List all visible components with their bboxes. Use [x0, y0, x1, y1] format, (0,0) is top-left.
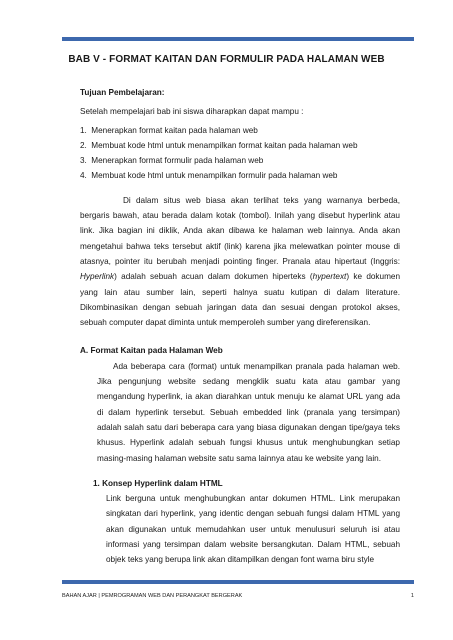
page-footer: [62, 593, 414, 599]
hyperlink-term: Hyperlink: [80, 272, 115, 282]
objective-item: 3. Menerapkan format formulir pada halaman web: [80, 156, 264, 166]
subsection-1-paragraph: Link berguna untuk menghubungkan antar dokumen HTML. Link merupakan singkatan dari hyperlink, yang identic dengan sebuah fungsi dalam HTML yang akan digunakan untuk memudahkan user untuk menulusuri seluruh isi atau informasi yang tersimpan dalam website bersangkutan. Dalam HTML, sebuah objek teks yang berupa link akan ditampilkan dengan font warna biru style: [106, 494, 400, 565]
subsection-1: [80, 476, 400, 568]
chapter-title: BAB V - FORMAT KAITAN DAN FORMULIR PADA HALAMAN WEB: [68, 54, 385, 65]
section-a-heading: A. Format Kaitan pada Halaman Web: [80, 346, 223, 356]
section-a: [80, 343, 400, 465]
objectives-heading: Tujuan Pembelajaran:: [80, 88, 165, 97]
subsection-1-heading: 1. Konsep Hyperlink dalam HTML: [93, 478, 223, 488]
section-a-paragraph: Ada beberapa cara (format) untuk menampilkan pranala pada halaman web. Jika pengunjung website sedang mengklik suatu kata atau gambar yang mengandung hyperlink, ia akan diarahkan untuk menuju ke alamat URL yang ada di dalam hyperlink tersebut. Sebuah embedded link (pranala yang tersimpan) adalah salah satu dari beberapa cara yang biasa digunakan dengan tipe/gaya teks khusus. Hyperlink adalah sebuah fungsi khusus untuk menghubungkan setiap masing-masing halaman website satu sama lainnya atau ke website yang lain.: [97, 361, 400, 463]
page-number: 1: [410, 593, 414, 599]
top-rule: [62, 37, 414, 41]
page-content: [80, 85, 400, 568]
hypertext-term: hypertext: [312, 272, 347, 282]
bottom-rule: [62, 580, 414, 584]
objectives-intro: Setelah mempelajari bab ini siswa diharapkan dapat mampu :: [80, 107, 304, 117]
footer-course-label: BAHAN AJAR | PEMROGRAMAN WEB DAN PERANGKAT BERGERAK: [62, 593, 243, 599]
objective-item: 4. Membuat kode html untuk menampilkan formulir pada halaman web: [80, 171, 338, 181]
intro-paragraph: Di dalam situs web biasa akan terlihat teks yang warnanya berbeda, bergaris bawah, atau berada dalam kotak (tombol). Inilah yang disebut hyperlink atau link. Jika bagian ini diklik, Anda akan dibawa ke halaman web lainnya. Anda akan mengetahui bahwa teks tersebut aktif (link) karena jika melewatkan pointer mouse di atasnya, pointer itu berubah menjadi pointing finger. Pranala atau hipertaut (Inggris: Hyperlink) adalah sebuah acuan dalam dokumen hiperteks (hypertext) ke dokumen yang lain atau sumber lain, seperti halnya suatu kutipan di dalam literature. Dikombinasikan dengan sebuah jaringan data dan sesuai dengan protokol akses, sebuah computer dapat diminta untuk memperoleh sumber yang direferensikan.: [80, 195, 400, 328]
objectives-list: [80, 123, 400, 184]
objective-item: 2. Membuat kode html untuk menampilkan format kaitan pada halaman web: [80, 140, 358, 150]
objective-item: 1. Menerapkan format kaitan pada halaman web: [80, 125, 258, 135]
